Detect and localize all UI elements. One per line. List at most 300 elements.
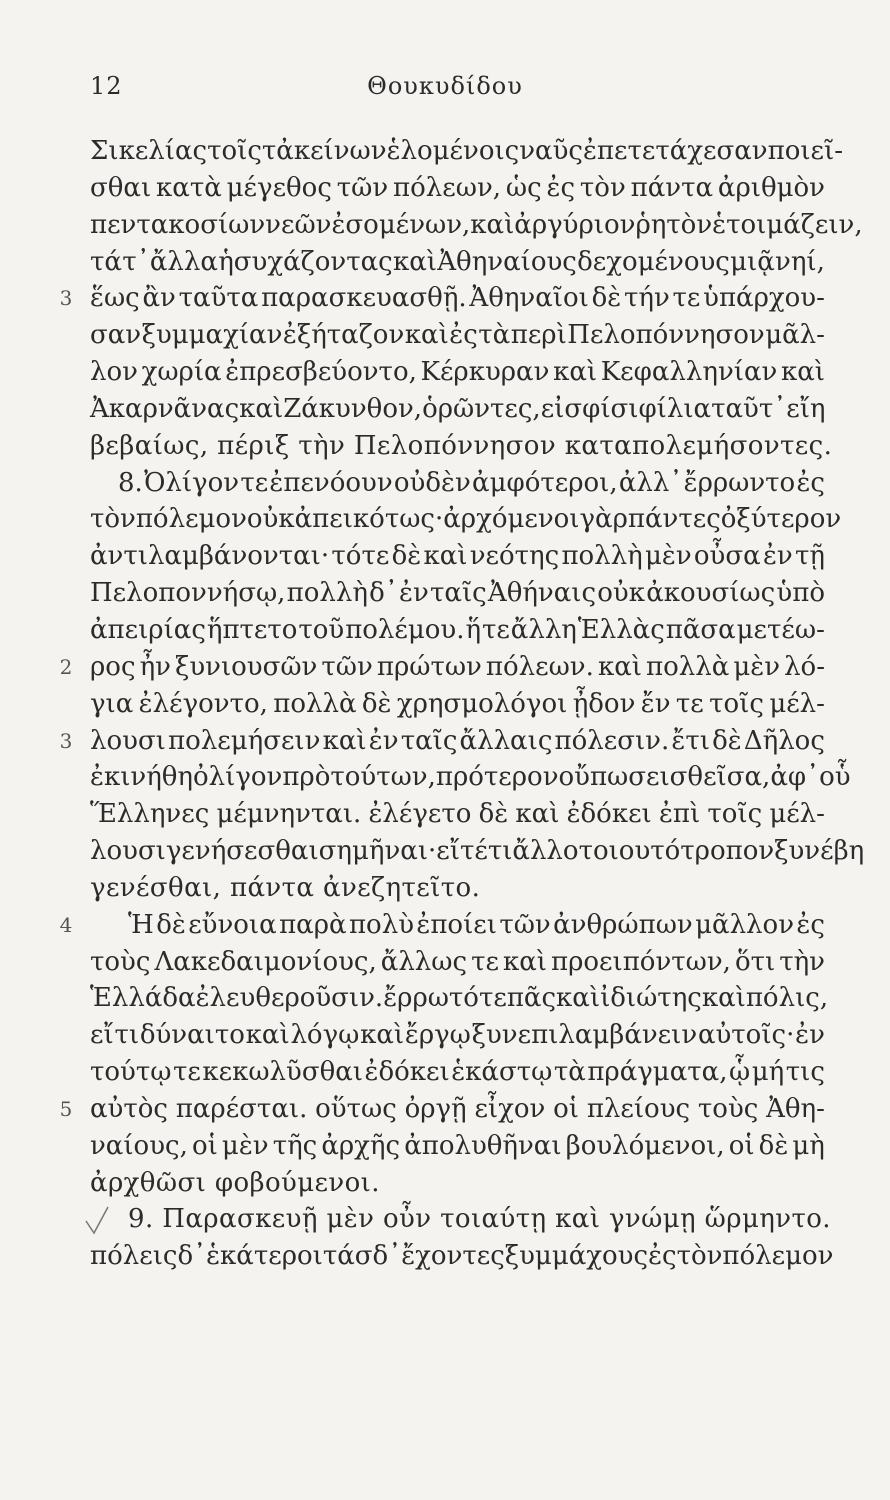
word: ἔρρωτό (383, 983, 479, 1014)
word: ἐς (449, 320, 478, 351)
word: ἐν (795, 1020, 825, 1051)
margin-section-number: 3 (59, 286, 73, 311)
word: ἐλέγετο (368, 799, 472, 830)
text-line (59, 280, 825, 317)
body-text (59, 133, 865, 1275)
word: δὲ (156, 909, 186, 940)
word: εἶχον (474, 1093, 546, 1124)
word: οὐκ (597, 578, 645, 609)
word: ἐποίει (416, 909, 497, 940)
line-text: 9. Παρασκευῇ μὲν οὖν τοιαύτῃ καὶ γνώμῃ ὥρμηντο. (128, 1204, 831, 1235)
word: Πελοπόννησον (567, 320, 765, 351)
word: καὶ (245, 1020, 290, 1051)
line-text (90, 1238, 834, 1275)
line-text (90, 686, 825, 723)
word: τὰ (553, 1057, 586, 1088)
text-line (90, 1054, 825, 1091)
word: ταῖς (400, 725, 458, 756)
text-line (90, 391, 825, 428)
word: δὲ (361, 688, 392, 719)
word: ἀπειρίας (90, 614, 206, 645)
word: σθαι (90, 172, 152, 203)
word: καὶ (701, 983, 746, 1014)
text-line (90, 870, 825, 907)
word: ταῖς (430, 578, 487, 609)
text-line (59, 649, 825, 686)
word: πόλεμον (722, 1241, 834, 1272)
word: ἐδόκει (566, 799, 652, 830)
running-title: Θουκυδίδου (367, 72, 523, 100)
word: παρέσται. (175, 1093, 308, 1124)
word: ἀρχῆς (321, 1130, 401, 1161)
word: ἑκάστῳ (451, 1057, 553, 1088)
line-text (90, 538, 825, 575)
word: γὰρ (579, 504, 628, 535)
text-line (59, 907, 825, 944)
word: ἀπολυθῆναι (404, 1130, 562, 1161)
word: Δῆλος (743, 725, 825, 756)
word: ξυνέβη (774, 836, 865, 867)
word: εἴη (786, 393, 826, 424)
word: τ᾽ (122, 246, 150, 277)
word: ἔτι (671, 725, 710, 756)
word: χωρία (141, 357, 222, 388)
word: ἄλλως (380, 946, 468, 977)
word: Πελοποννήσῳ, (90, 578, 286, 609)
word: ᾖδον (572, 688, 636, 719)
line-text (90, 759, 851, 796)
word: τά (90, 246, 122, 277)
word: πάντα (630, 172, 714, 203)
word: Ἀθη- (766, 1093, 825, 1124)
word: ταῦτ᾽ (711, 393, 787, 424)
word: οὕτως (315, 1093, 397, 1124)
word: Ἑλλάδα (90, 983, 196, 1014)
line-text (90, 649, 825, 686)
word: πρότερον (435, 762, 559, 793)
margin-section-number: 2 (59, 654, 73, 679)
word: τὴν (779, 946, 825, 977)
word: τῶν (499, 909, 551, 940)
text-line (90, 133, 843, 170)
word: λον (90, 357, 138, 388)
word: σημῆναι· (318, 836, 437, 867)
word: τε (471, 946, 499, 977)
word: πολλὰ (646, 651, 730, 682)
line-text (90, 1054, 825, 1091)
word: Σικελίας (90, 136, 208, 166)
word: τέ (459, 836, 488, 867)
word: προειπόντων, (551, 946, 731, 977)
line-text (90, 1091, 825, 1128)
line-text (90, 207, 863, 244)
text-line (90, 465, 825, 502)
word: ἀνθρώπων (553, 909, 693, 940)
text-line (90, 317, 825, 354)
word: δὲ (591, 283, 622, 314)
word: καὶ (392, 246, 437, 277)
word: τε (672, 283, 701, 314)
word: πάντες (627, 504, 721, 535)
word: ἐς (546, 172, 576, 203)
word: ἑκάτεροι (206, 1241, 323, 1272)
line-text (90, 612, 825, 649)
word: ὀλίγον (193, 762, 283, 793)
word: πολλὴ (561, 541, 643, 572)
word: λό- (784, 651, 825, 682)
word: πᾶσα (665, 614, 736, 645)
word: ἥ (465, 614, 482, 645)
word: ἑλομένοις (386, 136, 520, 166)
word: τῶν (336, 172, 389, 203)
word: ἔργῳ (404, 1020, 471, 1051)
word: μὲν (733, 651, 780, 682)
word: τότε (331, 541, 390, 572)
word: καὶ (322, 725, 367, 756)
word: ὁρῶντες, (422, 393, 541, 424)
text-line (90, 428, 833, 465)
word: τοὺς (697, 1093, 759, 1124)
word: ἦν (139, 651, 171, 682)
word: δύναιτο (139, 1020, 245, 1051)
word: εἴ (90, 1020, 114, 1051)
word: τε (481, 614, 510, 645)
line-text (90, 465, 825, 502)
word: πολλὴ (286, 578, 368, 609)
word: τι (487, 836, 513, 867)
word: μετέω- (736, 614, 825, 645)
word: ἐπρεσβεύοντο, (225, 357, 417, 388)
word: οἱ (728, 1130, 755, 1161)
text-line (90, 1201, 831, 1238)
word: αὐτοῖς· (697, 1020, 795, 1051)
word: οὔπω (558, 762, 629, 793)
word: νεότης (469, 541, 560, 572)
word: καὶ (556, 983, 601, 1014)
word: ὑπάρχου- (703, 283, 825, 314)
word: σφίσι (564, 393, 639, 424)
word: ἄλλα (149, 246, 218, 277)
margin-section-number: 3 (59, 728, 73, 753)
word: κεκωλῦσθαι (202, 1057, 363, 1088)
word: ἀφ᾽ (770, 762, 820, 793)
handwritten-check-mark (84, 1205, 124, 1237)
margin-section-number: 5 (59, 1096, 73, 1121)
line-text (90, 833, 865, 870)
word: Κεφαλληνίαν (600, 357, 778, 388)
word: ἐδόκει (364, 1057, 450, 1088)
word: ἐς (648, 1241, 677, 1272)
word: Ζάκυνθον, (283, 393, 423, 424)
word: ξυνιουσῶν (175, 651, 318, 682)
word: τὰ (478, 320, 511, 351)
word: τε (240, 467, 269, 498)
word: σαν (90, 320, 142, 351)
line-text: γενέσθαι, πάντα ἀνεζητεῖτο. (90, 872, 481, 903)
word: ἔν (640, 688, 671, 719)
word: πολλὰ (273, 688, 357, 719)
word: Ἀθηναίους (437, 246, 577, 277)
word: ἐς (796, 467, 825, 498)
word: καὶ (502, 946, 547, 977)
word: καὶ (470, 209, 515, 240)
word: καὶ (780, 357, 825, 388)
page-number: 12 (90, 72, 123, 100)
word: πᾶς (506, 983, 557, 1014)
word: νεῶν (265, 209, 332, 240)
word: ἕως (90, 283, 140, 314)
word: ἐσομένων, (331, 209, 471, 240)
word: τἀκείνων (261, 136, 387, 166)
word: ρος (90, 651, 136, 682)
word: ᾧ (729, 1057, 751, 1088)
word: καὶ (423, 541, 468, 572)
word: μέμνηνται. (216, 799, 362, 830)
text-line (90, 1165, 825, 1202)
word: μὲν (221, 1130, 269, 1161)
word: φίλια (638, 393, 712, 424)
word: πρὸ (282, 762, 331, 793)
word: δὲ (758, 1130, 789, 1161)
word: ξυμμαχίαν (141, 320, 283, 351)
line-text (90, 575, 825, 612)
word: οὗ (819, 762, 851, 793)
word: ὅτι (734, 946, 776, 977)
line-text (90, 944, 825, 981)
word: πρώτων (376, 651, 482, 682)
word: τούτῳ (90, 1057, 172, 1088)
word: νηί, (775, 246, 825, 277)
word: τοὺς (90, 946, 151, 977)
line-text (90, 1128, 825, 1165)
word: τῆς (272, 1130, 318, 1161)
word: οὐδὲν (393, 467, 471, 498)
word: τι (114, 1020, 140, 1051)
line-text (90, 133, 843, 170)
word: δεχομένους (577, 246, 730, 277)
word: ἔρρωντο (683, 467, 796, 498)
word: ἐκινήθη (90, 762, 194, 793)
word: ἐν (399, 578, 429, 609)
word: τοῖς (207, 136, 262, 166)
text-line (90, 354, 825, 391)
word: οὖσα (693, 541, 761, 572)
text-line (90, 1128, 825, 1165)
line-text (90, 354, 825, 391)
word: τε (478, 983, 507, 1014)
text-line (90, 980, 829, 1017)
text-line (90, 944, 825, 981)
word: τούτων, (330, 762, 436, 793)
word: περὶ (510, 320, 567, 351)
word: ἐλευθεροῦσιν. (195, 983, 384, 1014)
word: πόλεων. (485, 651, 594, 682)
word: Λακεδαιμονίους, (154, 946, 377, 977)
text-line (90, 575, 825, 612)
word: ὡς (505, 172, 542, 203)
word: οἱ (553, 1093, 580, 1124)
word: τῶν (321, 651, 373, 682)
line-text (90, 1017, 825, 1054)
text-line (59, 723, 825, 760)
line-text (90, 391, 825, 428)
word: ὀργῇ (404, 1093, 467, 1124)
line-text (90, 907, 825, 944)
word: πολὺ (348, 909, 414, 940)
word: καὶ (360, 1020, 405, 1051)
word: Ἑλλὰς (577, 614, 665, 645)
word: δὲ (391, 541, 422, 572)
word: μὴ (792, 1130, 825, 1161)
word: εἴ (436, 836, 460, 867)
word: ἂν (142, 283, 176, 314)
word: ἀριθμὸν (717, 172, 825, 203)
word: μή (751, 1057, 785, 1088)
word: ἐν (762, 541, 793, 572)
text-line (90, 170, 825, 207)
word: Ἀθήναις (487, 578, 597, 609)
margin-section-number: 4 (59, 912, 73, 937)
word: Κέρκυραν (420, 357, 550, 388)
word: ἐλέγοντο, (138, 688, 268, 719)
word: καὶ (553, 357, 598, 388)
word: Ὀλίγον (144, 467, 240, 498)
line-text (90, 723, 825, 760)
text-line (90, 833, 865, 870)
word: ξυμμάχους (504, 1241, 649, 1272)
line-text (90, 796, 825, 833)
word: ἀμφότεροι, (472, 467, 618, 498)
word: εὔνοια (188, 909, 277, 940)
word: πολέμου. (345, 614, 465, 645)
word: κατὰ (156, 172, 222, 203)
word: ἀρχόμενοι (443, 504, 580, 535)
word: ἀντιλαμβάνονται· (90, 541, 330, 572)
word: γενήσεσθαι (165, 836, 319, 867)
text-line (90, 1238, 834, 1275)
line-text (90, 244, 825, 281)
word: ἐν (368, 725, 399, 756)
word: ταῦτα (178, 283, 259, 314)
word: ἐξήταζον (282, 320, 405, 351)
word: παρὰ (279, 909, 347, 940)
word: οἱ (191, 1130, 218, 1161)
word: για (90, 688, 134, 719)
word: σεισθεῖσα, (628, 762, 771, 793)
word: ἑτοιμάζειν, (712, 209, 863, 240)
word: δὲ (478, 799, 509, 830)
text-line (90, 501, 842, 538)
word: τις (785, 1057, 825, 1088)
word: ναίους, (90, 1130, 188, 1161)
word: εἰ (540, 393, 565, 424)
word: λουσι (90, 836, 166, 867)
word: τάσδ᾽ (322, 1241, 402, 1272)
word: ἐπὶ (658, 799, 701, 830)
text-line (90, 1017, 825, 1054)
word: καὶ (239, 393, 284, 424)
word: ποιεῖ- (767, 136, 843, 166)
line-text (90, 980, 829, 1017)
word: ξυνεπιλαμβάνειν (471, 1020, 698, 1051)
word: πόλις, (745, 983, 829, 1014)
word: οὐκ (246, 504, 295, 535)
word: πόλεις (90, 1241, 178, 1272)
word: Ἡ (128, 909, 154, 940)
word: τε (172, 1057, 201, 1088)
word: τοῦ (298, 614, 345, 645)
word: μέλ- (769, 688, 825, 719)
word: ἔχοντες (401, 1241, 505, 1272)
word: καὶ (515, 799, 560, 830)
word: λόγῳ (290, 1020, 360, 1051)
word: πόλεων, (393, 172, 502, 203)
line-text (90, 280, 825, 317)
word: ὑπὸ (776, 578, 825, 609)
word: μέγεθος (226, 172, 332, 203)
text-line (90, 538, 825, 575)
word: ἀργύριον (514, 209, 636, 240)
word: πλείους (586, 1093, 691, 1124)
word: τὸν (90, 504, 136, 535)
word: ἐπενόουν (269, 467, 393, 498)
word: πολεμήσειν (168, 725, 321, 756)
word: τὸν (579, 172, 626, 203)
word: Ἕλληνες (90, 799, 210, 830)
line-text: ἀρχθῶσι φοβούμενοι. (90, 1167, 380, 1198)
word: ἰδιώτης (600, 983, 702, 1014)
word: πεντακοσίων (90, 209, 266, 240)
word: μᾶλ- (765, 320, 825, 351)
word: αὐτὸς (90, 1093, 168, 1124)
word: δ᾽ (369, 578, 398, 609)
word: μιᾷ (730, 246, 775, 277)
text-line (90, 244, 825, 281)
word: βουλόμενοι, (565, 1130, 725, 1161)
word: ναῦς (519, 136, 583, 166)
word: μὲν (644, 541, 692, 572)
word: τήν (623, 283, 670, 314)
word: ἥπτετο (206, 614, 298, 645)
word: ἀλλ᾽ (618, 467, 683, 498)
word: Ἀθηναῖοι (469, 283, 589, 314)
word: λουσι (90, 725, 166, 756)
text-line (59, 1091, 825, 1128)
word: χρησμολόγοι (396, 688, 568, 719)
word: δὲ (712, 725, 742, 756)
word: ὀξύτερον (720, 504, 842, 535)
word: ἀκουσίως (646, 578, 776, 609)
word: ἡσυχάζοντας (218, 246, 393, 277)
text-line (90, 207, 863, 244)
word: 8. (118, 467, 143, 498)
word: τῇ (794, 541, 825, 572)
text-line (90, 759, 851, 796)
word: παρασκευασθῇ. (261, 283, 467, 314)
word: ἐπετετάχεσαν (582, 136, 768, 166)
word: δ᾽ (177, 1241, 207, 1272)
line-text: βεβαίως, πέριξ τὴν Πελοπόννησον καταπολεμήσοντες. (90, 430, 833, 461)
word: καὶ (597, 651, 642, 682)
word: ἄλλαις (459, 725, 553, 756)
word: ἄλλη (510, 614, 577, 645)
word: ῥητὸν (635, 209, 713, 240)
word: πόλεσιν. (554, 725, 670, 756)
word: τε (675, 688, 704, 719)
word: τὸν (676, 1241, 723, 1272)
word: Ἀκαρνᾶνας (90, 393, 240, 424)
line-text (90, 317, 825, 354)
